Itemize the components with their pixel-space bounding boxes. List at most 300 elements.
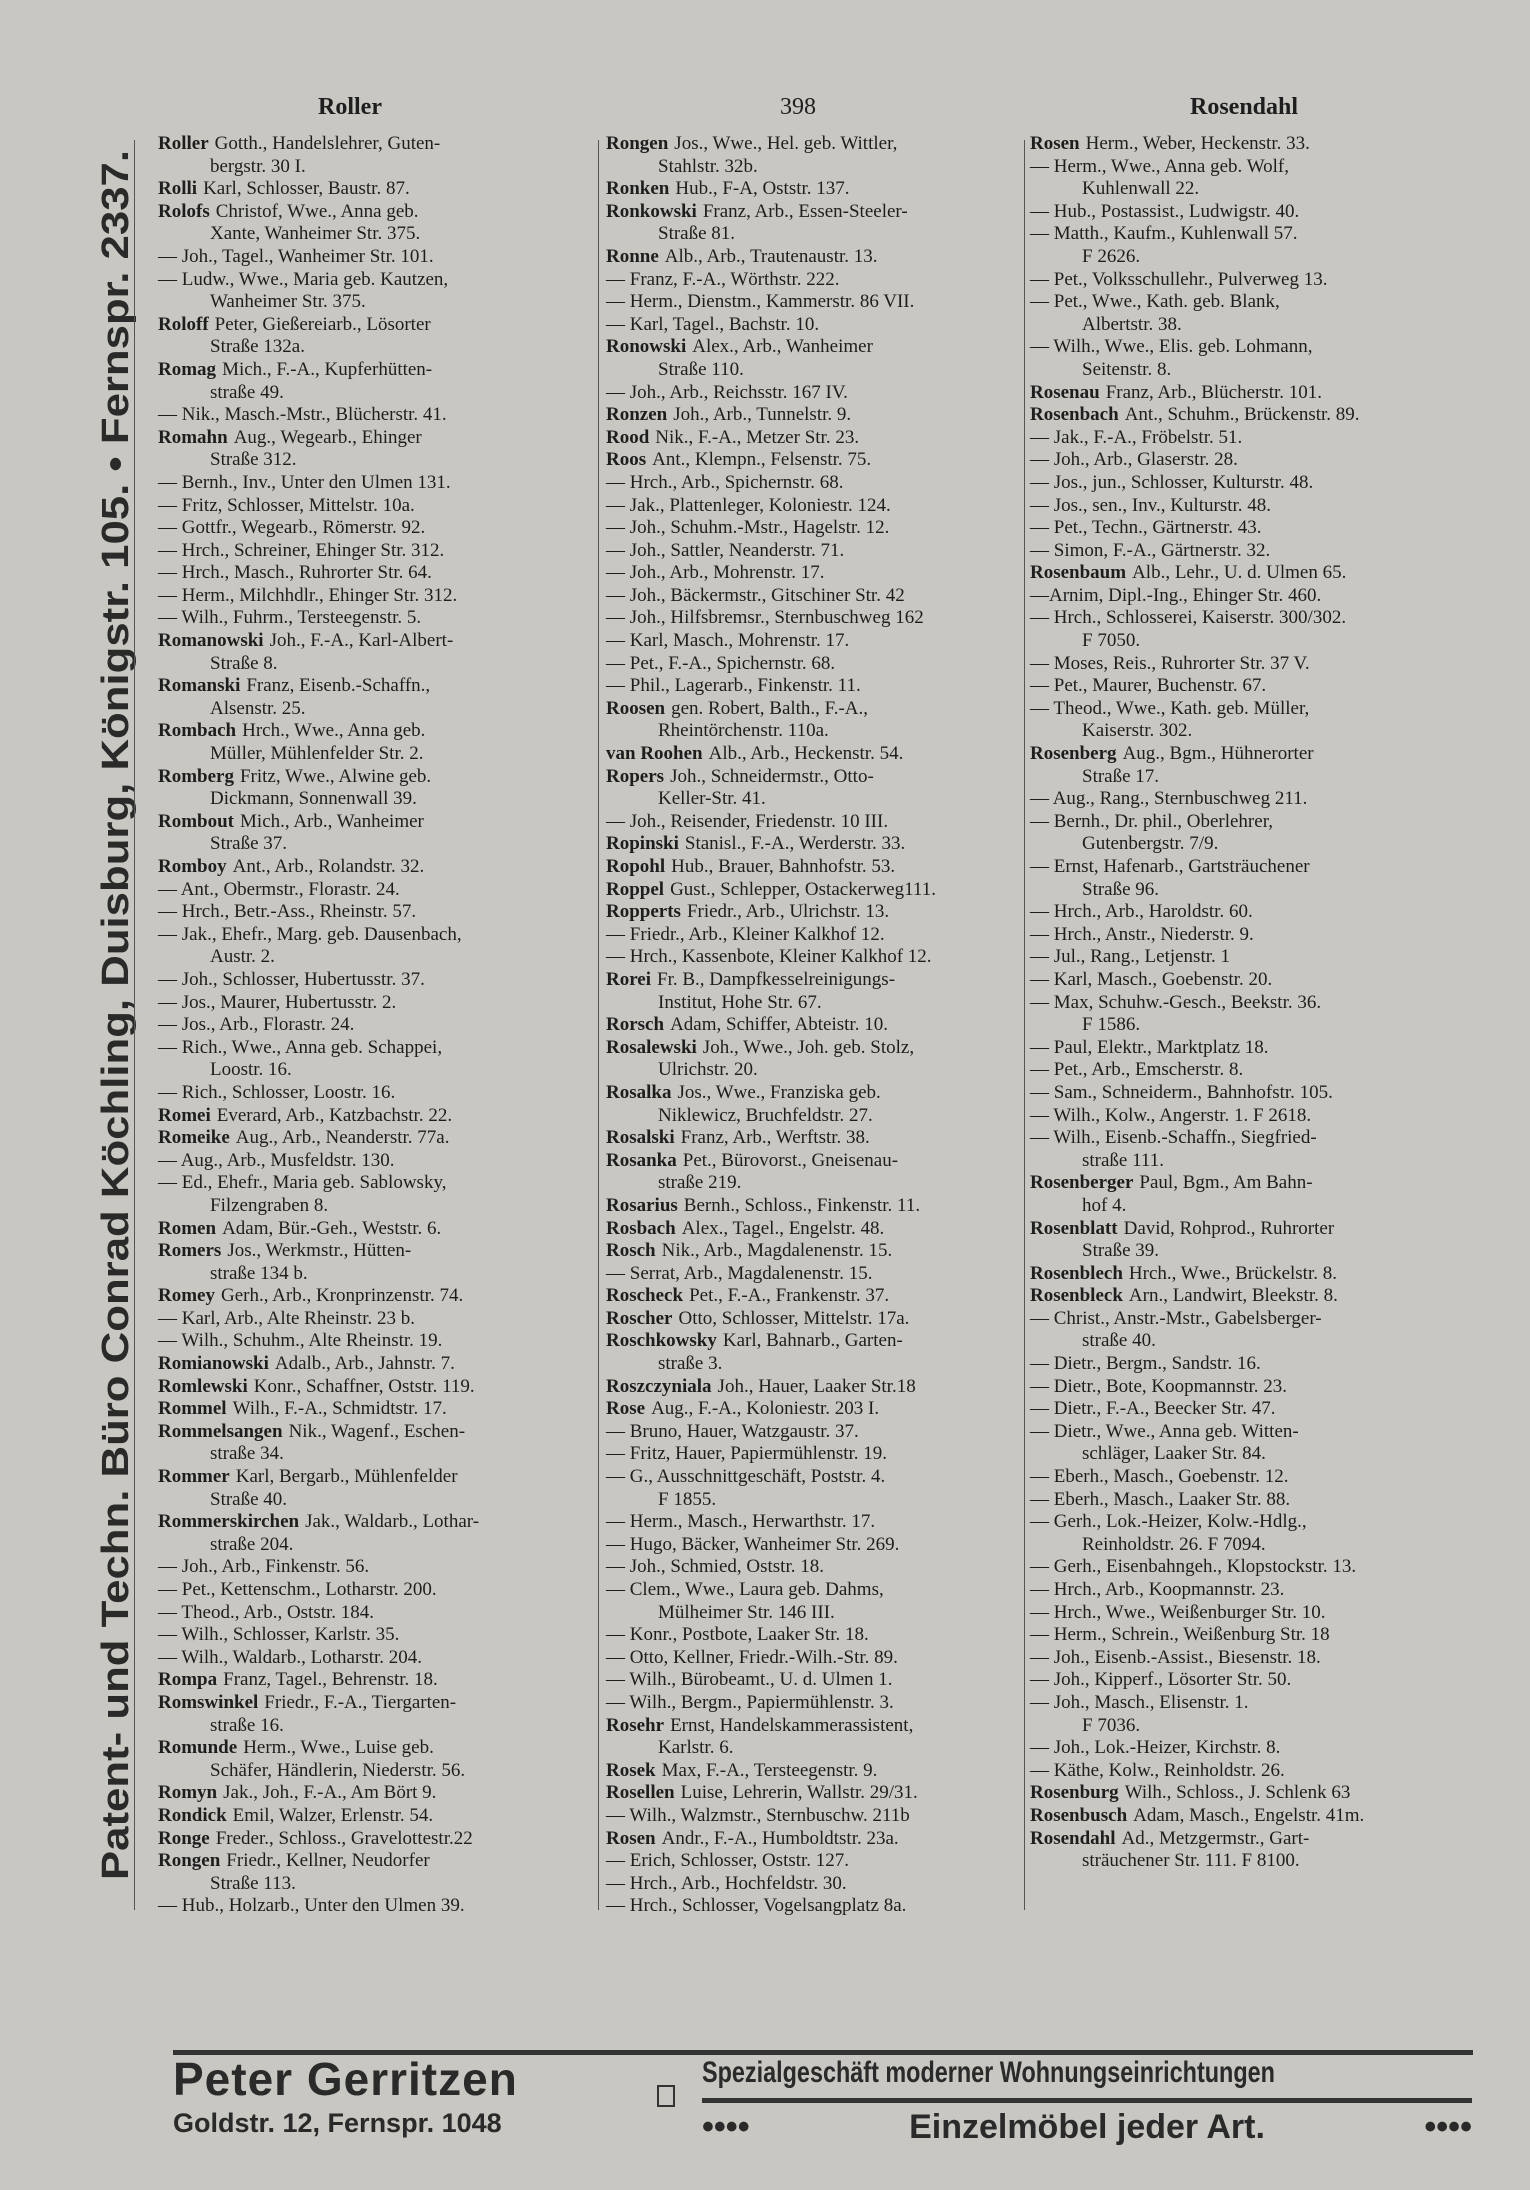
directory-entry bbox=[158, 1240, 588, 1263]
entry-details: — Joh., Schlosser, Hubertusstr. 37. bbox=[158, 968, 425, 990]
entry-continuation: Gutenbergstr. 7/9. bbox=[1082, 833, 1219, 855]
entry-details: Friedr., F.-A., Tiergarten- bbox=[264, 1691, 457, 1713]
entry-surname: Ronge bbox=[158, 1827, 210, 1849]
directory-entry bbox=[1030, 1285, 1460, 1308]
entry-details: — Hrch., Masch., Ruhrorter Str. 64. bbox=[158, 562, 432, 584]
directory-entry bbox=[606, 1263, 1036, 1286]
directory-entry bbox=[606, 1579, 1036, 1602]
entry-continuation: schläger, Laaker Str. 84. bbox=[1082, 1443, 1266, 1465]
entry-details: Fritz, Wwe., Alwine geb. bbox=[239, 765, 432, 787]
entry-details: Nik., Arb., Magdalenenstr. 15. bbox=[661, 1240, 893, 1262]
entry-details: — Herm., Milchhdlr., Ehinger Str. 312. bbox=[158, 584, 458, 606]
entry-surname: Roppel bbox=[606, 878, 665, 900]
directory-entry bbox=[1030, 495, 1460, 518]
entry-details: — Hrch., Schlosser, Vogelsangplatz 8a. bbox=[606, 1895, 907, 1917]
entry-details: — Sam., Schneiderm., Bahnhofstr. 105. bbox=[1030, 1081, 1333, 1103]
entry-continuation: Straße 113. bbox=[210, 1872, 296, 1894]
entry-details: — Jak., Plattenleger, Koloniestr. 124. bbox=[606, 494, 891, 516]
directory-entry bbox=[1030, 1172, 1460, 1195]
entry-details: — Eberh., Masch., Laaker Str. 88. bbox=[1030, 1488, 1291, 1510]
entry-surname: Rongen bbox=[606, 133, 669, 154]
directory-entry bbox=[1030, 969, 1460, 992]
entry-details: — Gerh., Eisenbahngeh., Klopstockstr. 13. bbox=[1030, 1556, 1357, 1578]
entry-details: Pet., F.-A., Frankenstr. 37. bbox=[689, 1285, 890, 1307]
entry-details: — Joh., Lok.-Heizer, Kirchstr. 8. bbox=[1030, 1737, 1281, 1759]
directory-entry bbox=[158, 1669, 588, 1692]
entry-details: — Pet., Maurer, Buchenstr. 67. bbox=[1030, 675, 1267, 697]
entry-continuation: straße 219. bbox=[658, 1172, 742, 1194]
directory-entry bbox=[158, 675, 588, 698]
directory-entry bbox=[1030, 946, 1460, 969]
entry-surname: Rosehr bbox=[606, 1714, 665, 1736]
directory-entry bbox=[606, 1692, 1036, 1715]
entry-details: — Joh., Kipperf., Lösorter Str. 50. bbox=[1030, 1669, 1292, 1691]
entry-details: — Joh., Masch., Elisenstr. 1. bbox=[1030, 1691, 1249, 1713]
directory-entry bbox=[606, 133, 1036, 156]
entry-details: — Hrch., Betr.-Ass., Rheinstr. 57. bbox=[158, 901, 417, 923]
running-head-left: Roller bbox=[318, 94, 382, 120]
entry-surname: Romag bbox=[158, 358, 217, 380]
entry-details: Hub., F-A, Oststr. 137. bbox=[675, 178, 850, 200]
entry-surname: Rosenblech bbox=[1030, 1262, 1123, 1284]
directory-entry bbox=[606, 585, 1036, 608]
entry-details: — Karl, Tagel., Bachstr. 10. bbox=[606, 313, 820, 335]
directory-entry bbox=[606, 969, 1036, 992]
directory-entry bbox=[158, 607, 588, 630]
entry-details: Franz, Eisenb.-Schaffn., bbox=[246, 675, 431, 697]
directory-entry bbox=[606, 314, 1036, 337]
directory-entry bbox=[606, 1534, 1036, 1557]
entry-surname: Ropohl bbox=[606, 856, 666, 877]
directory-entry bbox=[158, 562, 588, 585]
directory-entry bbox=[1030, 607, 1460, 630]
entry-details: gen. Robert, Balth., F.-A., bbox=[671, 697, 869, 719]
entry-details: David, Rohprod., Ruhrorter bbox=[1123, 1217, 1335, 1239]
entry-continuation: Kuhlenwall 22. bbox=[1082, 178, 1200, 200]
directory-entry bbox=[1030, 1828, 1460, 1851]
entry-surname: Ronken bbox=[606, 178, 670, 200]
directory-entry bbox=[606, 1760, 1036, 1783]
entry-continuation: Straße 39. bbox=[1082, 1240, 1160, 1262]
entry-surname: Rosenau bbox=[1030, 381, 1100, 403]
entry-details: — Bruno, Hauer, Watzgaustr. 37. bbox=[606, 1420, 859, 1442]
directory-entry bbox=[1030, 291, 1460, 314]
entry-surname: Rompa bbox=[158, 1669, 218, 1691]
entry-details: — Gottfr., Wegearb., Römerstr. 92. bbox=[158, 517, 426, 539]
directory-entry bbox=[606, 1556, 1036, 1579]
entry-details: — Moses, Reis., Ruhrorter Str. 37 V. bbox=[1030, 652, 1310, 674]
directory-entry bbox=[606, 833, 1036, 856]
entry-details: Aug., Bgm., Hühnerorter bbox=[1122, 743, 1314, 765]
directory-entry bbox=[158, 879, 588, 902]
entry-details: Konr., Schaffner, Oststr. 119. bbox=[253, 1375, 475, 1397]
directory-entry bbox=[1030, 1669, 1460, 1692]
directory-entry bbox=[158, 359, 588, 382]
entry-continuation: straße 134 b. bbox=[210, 1262, 308, 1284]
entry-details: — Dietr., Wwe., Anna geb. Witten- bbox=[1030, 1420, 1299, 1442]
entry-details: — Pet., Techn., Gärtnerstr. 43. bbox=[1030, 517, 1262, 539]
entry-details: Peter, Gießereiarb., Lösorter bbox=[214, 313, 431, 335]
entry-details: Jos., Wwe., Franziska geb. bbox=[677, 1081, 881, 1103]
directory-entry bbox=[158, 720, 588, 743]
entry-continuation: straße 3. bbox=[658, 1353, 723, 1375]
entry-surname: Rommelsangen bbox=[158, 1420, 283, 1442]
directory-entry bbox=[606, 766, 1036, 789]
entry-surname: Ronzen bbox=[606, 404, 668, 426]
directory-entry bbox=[158, 1692, 588, 1715]
directory-entry bbox=[1030, 1602, 1460, 1625]
entry-details: Aug., Wegearb., Ehinger bbox=[233, 426, 422, 448]
entry-surname: Rombach bbox=[158, 720, 237, 742]
directory-entry bbox=[606, 1218, 1036, 1241]
entry-details: Karl, Bahnarb., Garten- bbox=[722, 1330, 903, 1352]
directory-entry bbox=[606, 856, 1036, 879]
entry-details: — Joh., Reisender, Friedenstr. 10 III. bbox=[606, 810, 889, 832]
directory-entry bbox=[606, 517, 1036, 540]
directory-entry bbox=[1030, 1556, 1460, 1579]
directory-entry bbox=[606, 1330, 1036, 1353]
entry-details: Alex., Tagel., Engelstr. 48. bbox=[681, 1217, 885, 1239]
entry-surname: Rosellen bbox=[606, 1782, 675, 1804]
entry-continuation: Reinholdstr. 26. F 7094. bbox=[1082, 1533, 1266, 1555]
directory-entry bbox=[1030, 1647, 1460, 1670]
directory-entry bbox=[1030, 788, 1460, 811]
directory-entry bbox=[158, 1398, 588, 1421]
entry-details: — Ant., Obermstr., Florastr. 24. bbox=[158, 878, 400, 900]
sidebar-divider bbox=[134, 140, 135, 1910]
entry-details: — Hrch., Anstr., Niederstr. 9. bbox=[1030, 923, 1254, 945]
entry-details: — Hrch., Kassenbote, Kleiner Kalkhof 12. bbox=[606, 946, 932, 968]
directory-entry bbox=[606, 1805, 1036, 1828]
entry-details: — Hrch., Arb., Haroldstr. 60. bbox=[1030, 901, 1253, 923]
entry-details: — Simon, F.-A., Gärtnerstr. 32. bbox=[1030, 539, 1271, 561]
entry-details: — Ludw., Wwe., Maria geb. Kautzen, bbox=[158, 268, 449, 290]
entry-continuation: F 7036. bbox=[1082, 1714, 1141, 1736]
directory-entry bbox=[1030, 1127, 1460, 1150]
entry-continuation: Rheintörchenstr. 110a. bbox=[658, 720, 829, 742]
entry-details: Stanisl., F.-A., Werderstr. 33. bbox=[684, 833, 906, 855]
directory-entry bbox=[158, 811, 588, 834]
entry-details: Franz, Tagel., Behrenstr. 18. bbox=[223, 1669, 438, 1691]
entry-details: Alb., Arb., Trautenaustr. 13. bbox=[664, 245, 878, 267]
entry-continuation: Alsenstr. 25. bbox=[210, 697, 306, 719]
directory-entry bbox=[1030, 1805, 1460, 1828]
entry-details: Wilh., F.-A., Schmidtstr. 17. bbox=[232, 1398, 447, 1420]
entry-details: Mich., Arb., Wanheimer bbox=[240, 810, 424, 832]
entry-surname: Romyn bbox=[158, 1782, 218, 1804]
entry-details: — Friedr., Arb., Kleiner Kalkhof 12. bbox=[606, 923, 885, 945]
entry-surname: Romianowski bbox=[158, 1353, 269, 1375]
directory-entry bbox=[1030, 1105, 1460, 1128]
directory-entry bbox=[158, 1624, 588, 1647]
entry-surname: Rolofs bbox=[158, 200, 210, 222]
directory-entry bbox=[606, 1082, 1036, 1105]
directory-column-2 bbox=[606, 133, 1036, 1918]
entry-continuation: Dickmann, Sonnenwall 39. bbox=[210, 788, 417, 810]
directory-entry bbox=[606, 607, 1036, 630]
entry-details: — Hrch., Wwe., Weißenburger Str. 10. bbox=[1030, 1601, 1326, 1623]
entry-details: Hub., Brauer, Bahnhofstr. 53. bbox=[671, 856, 896, 877]
entry-continuation: Straße 17. bbox=[1082, 765, 1160, 787]
directory-entry bbox=[606, 1308, 1036, 1331]
entry-details: — Wilh., Eisenb.-Schaffn., Siegfried- bbox=[1030, 1127, 1317, 1149]
entry-details: — Joh., Schmied, Oststr. 18. bbox=[606, 1556, 824, 1578]
entry-details: — Phil., Lagerarb., Finkenstr. 11. bbox=[606, 675, 861, 697]
entry-surname: Romanski bbox=[158, 675, 241, 697]
directory-entry bbox=[1030, 540, 1460, 563]
directory-entry bbox=[1030, 472, 1460, 495]
ad-slogan: Spezialgeschäft moderner Wohnungseinrichtungen bbox=[702, 2056, 1275, 2089]
entry-continuation: F 2626. bbox=[1082, 245, 1141, 267]
entry-surname: Rommer bbox=[158, 1466, 230, 1488]
directory-entry bbox=[1030, 517, 1460, 540]
directory-entry bbox=[158, 1602, 588, 1625]
entry-details: — Jak., F.-A., Fröbelstr. 51. bbox=[1030, 426, 1243, 448]
entry-details: — Aug., Rang., Sternbuschweg 211. bbox=[1030, 788, 1308, 810]
entry-details: — Joh., Arb., Reichsstr. 167 IV. bbox=[606, 381, 848, 403]
entry-surname: Rosenberg bbox=[1030, 743, 1117, 765]
entry-details: Nik., F.-A., Metzer Str. 23. bbox=[655, 426, 860, 448]
entry-details: — Ernst, Hafenarb., Gartsträuchener bbox=[1030, 856, 1310, 877]
entry-surname: Ropperts bbox=[606, 901, 681, 923]
entry-surname: Romen bbox=[158, 1217, 217, 1239]
entry-surname: Rosbach bbox=[606, 1217, 676, 1239]
directory-entry bbox=[1030, 1308, 1460, 1331]
directory-entry bbox=[606, 653, 1036, 676]
directory-entry bbox=[158, 969, 588, 992]
entry-details: — Max, Schuhw.-Gesch., Beekstr. 36. bbox=[1030, 991, 1322, 1013]
directory-entry bbox=[158, 1511, 588, 1534]
entry-details: — G., Ausschnittgeschäft, Poststr. 4. bbox=[606, 1466, 886, 1488]
entry-continuation: Wanheimer Str. 375. bbox=[210, 291, 366, 313]
entry-surname: Rosenbusch bbox=[1030, 1804, 1128, 1826]
entry-details: Jos., Wwe., Hel. geb. Wittler, bbox=[674, 133, 898, 154]
directory-entry bbox=[1030, 698, 1460, 721]
entry-details: Arn., Landwirt, Bleekstr. 8. bbox=[1128, 1285, 1338, 1307]
directory-entry bbox=[606, 698, 1036, 721]
directory-entry bbox=[606, 540, 1036, 563]
entry-details: Karl, Bergarb., Mühlenfelder bbox=[235, 1466, 458, 1488]
entry-continuation: Straße 110. bbox=[658, 358, 744, 380]
entry-details: — Bernh., Inv., Unter den Ulmen 131. bbox=[158, 471, 451, 493]
directory-entry bbox=[606, 1127, 1036, 1150]
entry-details: — Joh., Schuhm.-Mstr., Hagelstr. 12. bbox=[606, 517, 890, 539]
entry-surname: Rosch bbox=[606, 1240, 656, 1262]
entry-continuation: sträuchener Str. 111. F 8100. bbox=[1082, 1850, 1300, 1872]
directory-entry bbox=[158, 178, 588, 201]
entry-surname: Romlewski bbox=[158, 1375, 248, 1397]
entry-surname: Romberg bbox=[158, 765, 234, 787]
entry-details: — Wilh., Schuhm., Alte Rheinstr. 19. bbox=[158, 1330, 443, 1352]
entry-details: Adam, Schiffer, Abteistr. 10. bbox=[670, 1014, 888, 1036]
entry-continuation: Loostr. 16. bbox=[210, 1059, 292, 1081]
entry-surname: Romanowski bbox=[158, 630, 264, 652]
directory-entry bbox=[158, 1150, 588, 1173]
entry-details: Jak., Waldarb., Lothar- bbox=[305, 1511, 480, 1533]
entry-details: Max, F.-A., Tersteegenstr. 9. bbox=[661, 1759, 878, 1781]
entry-continuation: Seitenstr. 8. bbox=[1082, 358, 1172, 380]
directory-entry bbox=[158, 517, 588, 540]
directory-entry bbox=[606, 382, 1036, 405]
entry-continuation: straße 204. bbox=[210, 1533, 294, 1555]
entry-details: — Jos., sen., Inv., Kulturstr. 48. bbox=[1030, 494, 1272, 516]
entry-details: — Jul., Rang., Letjenstr. 1 bbox=[1030, 946, 1231, 968]
entry-details: Aug., Arb., Neanderstr. 77a. bbox=[235, 1127, 450, 1149]
directory-entry bbox=[606, 924, 1036, 947]
directory-entry bbox=[1030, 1579, 1460, 1602]
directory-entry bbox=[1030, 585, 1460, 608]
directory-entry bbox=[158, 269, 588, 292]
entry-surname: Romei bbox=[158, 1104, 211, 1126]
entry-details: — Joh., Tagel., Wanheimer Str. 101. bbox=[158, 245, 434, 267]
entry-details: — Serrat, Arb., Magdalenenstr. 15. bbox=[606, 1262, 873, 1284]
directory-entry bbox=[158, 1895, 588, 1918]
directory-entry bbox=[158, 1330, 588, 1353]
directory-entry bbox=[606, 1014, 1036, 1037]
entry-continuation: bergstr. 30 I. bbox=[210, 155, 306, 177]
entry-details: — Gerh., Lok.-Heizer, Kolw.-Hdlg., bbox=[1030, 1511, 1307, 1533]
directory-entry bbox=[606, 1466, 1036, 1489]
entry-continuation: Niklewicz, Bruchfeldstr. 27. bbox=[658, 1104, 873, 1126]
entry-continuation: Austr. 2. bbox=[210, 946, 275, 968]
entry-continuation: Ulrichstr. 20. bbox=[658, 1059, 758, 1081]
directory-entry bbox=[158, 1850, 588, 1873]
entry-details: — Otto, Kellner, Friedr.-Wilh.-Str. 89. bbox=[606, 1646, 898, 1668]
entry-details: Ant., Klempn., Felsenstr. 75. bbox=[652, 449, 872, 471]
entry-continuation: Straße 8. bbox=[210, 652, 278, 674]
entry-details: Fr. B., Dampfkesselreinigungs- bbox=[657, 968, 896, 990]
entry-details: — Joh., Arb., Finkenstr. 56. bbox=[158, 1556, 370, 1578]
entry-continuation: Straße 40. bbox=[210, 1488, 288, 1510]
directory-entry bbox=[606, 1828, 1036, 1851]
entry-details: — Erich, Schlosser, Oststr. 127. bbox=[606, 1850, 850, 1872]
entry-surname: Roszczyniala bbox=[606, 1375, 712, 1397]
entry-surname: Roller bbox=[158, 133, 209, 154]
entry-continuation: Straße 37. bbox=[210, 833, 288, 855]
directory-entry bbox=[158, 1376, 588, 1399]
ad-divider bbox=[702, 2098, 1472, 2103]
directory-entry bbox=[606, 743, 1036, 766]
directory-entry bbox=[606, 946, 1036, 969]
entry-details: Ernst, Handelskammerassistent, bbox=[670, 1714, 914, 1736]
entry-details: — Hrch., Arb., Hochfeldstr. 30. bbox=[606, 1872, 847, 1894]
directory-entry bbox=[606, 1782, 1036, 1805]
directory-entry bbox=[1030, 1218, 1460, 1241]
entry-details: — Franz, F.-A., Wörthstr. 222. bbox=[606, 268, 840, 290]
entry-details: Ant., Arb., Rolandstr. 32. bbox=[232, 856, 425, 877]
entry-details: — Christ., Anstr.-Mstr., Gabelsberger- bbox=[1030, 1307, 1322, 1329]
directory-entry bbox=[158, 133, 588, 156]
directory-entry bbox=[606, 562, 1036, 585]
directory-entry bbox=[158, 246, 588, 269]
entry-continuation: Stahlstr. 32b. bbox=[658, 155, 758, 177]
entry-surname: Rosenbach bbox=[1030, 404, 1119, 426]
entry-details: Otto, Schlosser, Mittelstr. 17a. bbox=[678, 1307, 910, 1329]
entry-details: Christof, Wwe., Anna geb. bbox=[215, 200, 419, 222]
entry-details: — Herm., Masch., Herwarthstr. 17. bbox=[606, 1511, 876, 1533]
directory-entry bbox=[158, 1466, 588, 1489]
ad-tagline: Einzelmöbel jeder Art. bbox=[909, 2108, 1265, 2146]
directory-entry bbox=[158, 585, 588, 608]
entry-details: — Pet., Volksschullehr., Pulverweg 13. bbox=[1030, 268, 1328, 290]
directory-entry bbox=[158, 1127, 588, 1150]
directory-entry bbox=[606, 495, 1036, 518]
entry-continuation: Xante, Wanheimer Str. 375. bbox=[210, 223, 421, 245]
directory-entry bbox=[158, 404, 588, 427]
directory-entry bbox=[1030, 404, 1460, 427]
directory-entry bbox=[606, 336, 1036, 359]
directory-entry bbox=[1030, 201, 1460, 224]
entry-continuation: straße 111. bbox=[1082, 1149, 1164, 1171]
entry-details: — Wilh., Fuhrm., Tersteegenstr. 5. bbox=[158, 607, 422, 629]
entry-surname: Rood bbox=[606, 426, 650, 448]
entry-continuation: Straße 81. bbox=[658, 223, 736, 245]
directory-entry bbox=[158, 540, 588, 563]
directory-entry bbox=[158, 992, 588, 1015]
entry-details: — Eberh., Masch., Goebenstr. 12. bbox=[1030, 1466, 1289, 1488]
entry-details: — Joh., Arb., Glaserstr. 28. bbox=[1030, 449, 1238, 471]
directory-entry bbox=[606, 1150, 1036, 1173]
directory-entry bbox=[158, 495, 588, 518]
directory-entry bbox=[158, 1737, 588, 1760]
entry-details: Herm., Wwe., Luise geb. bbox=[243, 1737, 434, 1759]
entry-details: — Pet., Kettenschm., Lotharstr. 200. bbox=[158, 1579, 437, 1600]
entry-details: Hrch., Wwe., Brückelstr. 8. bbox=[1128, 1262, 1337, 1284]
entry-surname: Rosenburg bbox=[1030, 1782, 1119, 1804]
directory-entry bbox=[1030, 336, 1460, 359]
entry-surname: Rongen bbox=[158, 1850, 221, 1872]
directory-entry bbox=[1030, 1782, 1460, 1805]
entry-details: — Paul, Elektr., Marktplatz 18. bbox=[1030, 1036, 1269, 1058]
directory-entry bbox=[606, 1873, 1036, 1896]
directory-entry bbox=[1030, 924, 1460, 947]
entry-continuation: Mülheimer Str. 146 III. bbox=[658, 1601, 835, 1623]
directory-entry bbox=[1030, 1398, 1460, 1421]
directory-entry bbox=[1030, 743, 1460, 766]
entry-details: — Jos., jun., Schlosser, Kulturstr. 48. bbox=[1030, 471, 1314, 493]
directory-entry bbox=[158, 314, 588, 337]
entry-surname: Romahn bbox=[158, 426, 228, 448]
entry-details: Joh., F.-A., Karl-Albert- bbox=[269, 630, 454, 652]
entry-continuation: straße 34. bbox=[210, 1443, 284, 1465]
entry-details: — Matth., Kaufm., Kuhlenwall 57. bbox=[1030, 223, 1298, 245]
directory-entry bbox=[606, 449, 1036, 472]
column-divider bbox=[598, 140, 599, 1910]
directory-entry bbox=[606, 1715, 1036, 1738]
entry-details: — Bernh., Dr. phil., Oberlehrer, bbox=[1030, 810, 1274, 832]
directory-entry bbox=[606, 472, 1036, 495]
entry-details: Joh., Wwe., Joh. geb. Stolz, bbox=[702, 1036, 915, 1058]
entry-details: — Herm., Schrein., Weißenburg Str. 18 bbox=[1030, 1624, 1330, 1646]
directory-entry bbox=[1030, 811, 1460, 834]
entry-surname: Roscheck bbox=[606, 1285, 684, 1307]
directory-entry bbox=[1030, 1353, 1460, 1376]
entry-continuation: Filzengraben 8. bbox=[210, 1194, 329, 1216]
entry-surname: Ronowski bbox=[606, 336, 687, 358]
entry-details: — Hrch., Schlosserei, Kaiserstr. 300/302. bbox=[1030, 607, 1347, 629]
directory-entry bbox=[158, 924, 588, 947]
directory-entry bbox=[1030, 653, 1460, 676]
entry-continuation: F 7050. bbox=[1082, 630, 1141, 652]
directory-entry bbox=[158, 1172, 588, 1195]
directory-entry bbox=[606, 1421, 1036, 1444]
directory-entry bbox=[1030, 449, 1460, 472]
entry-continuation: Müller, Mühlenfelder Str. 2. bbox=[210, 743, 424, 765]
ad-address: Goldstr. 12, Fernspr. 1048 bbox=[173, 2108, 502, 2138]
ad-bullets-right: •••• bbox=[1424, 2108, 1472, 2146]
directory-entry bbox=[606, 811, 1036, 834]
entry-details: Nik., Wagenf., Eschen- bbox=[288, 1420, 466, 1442]
